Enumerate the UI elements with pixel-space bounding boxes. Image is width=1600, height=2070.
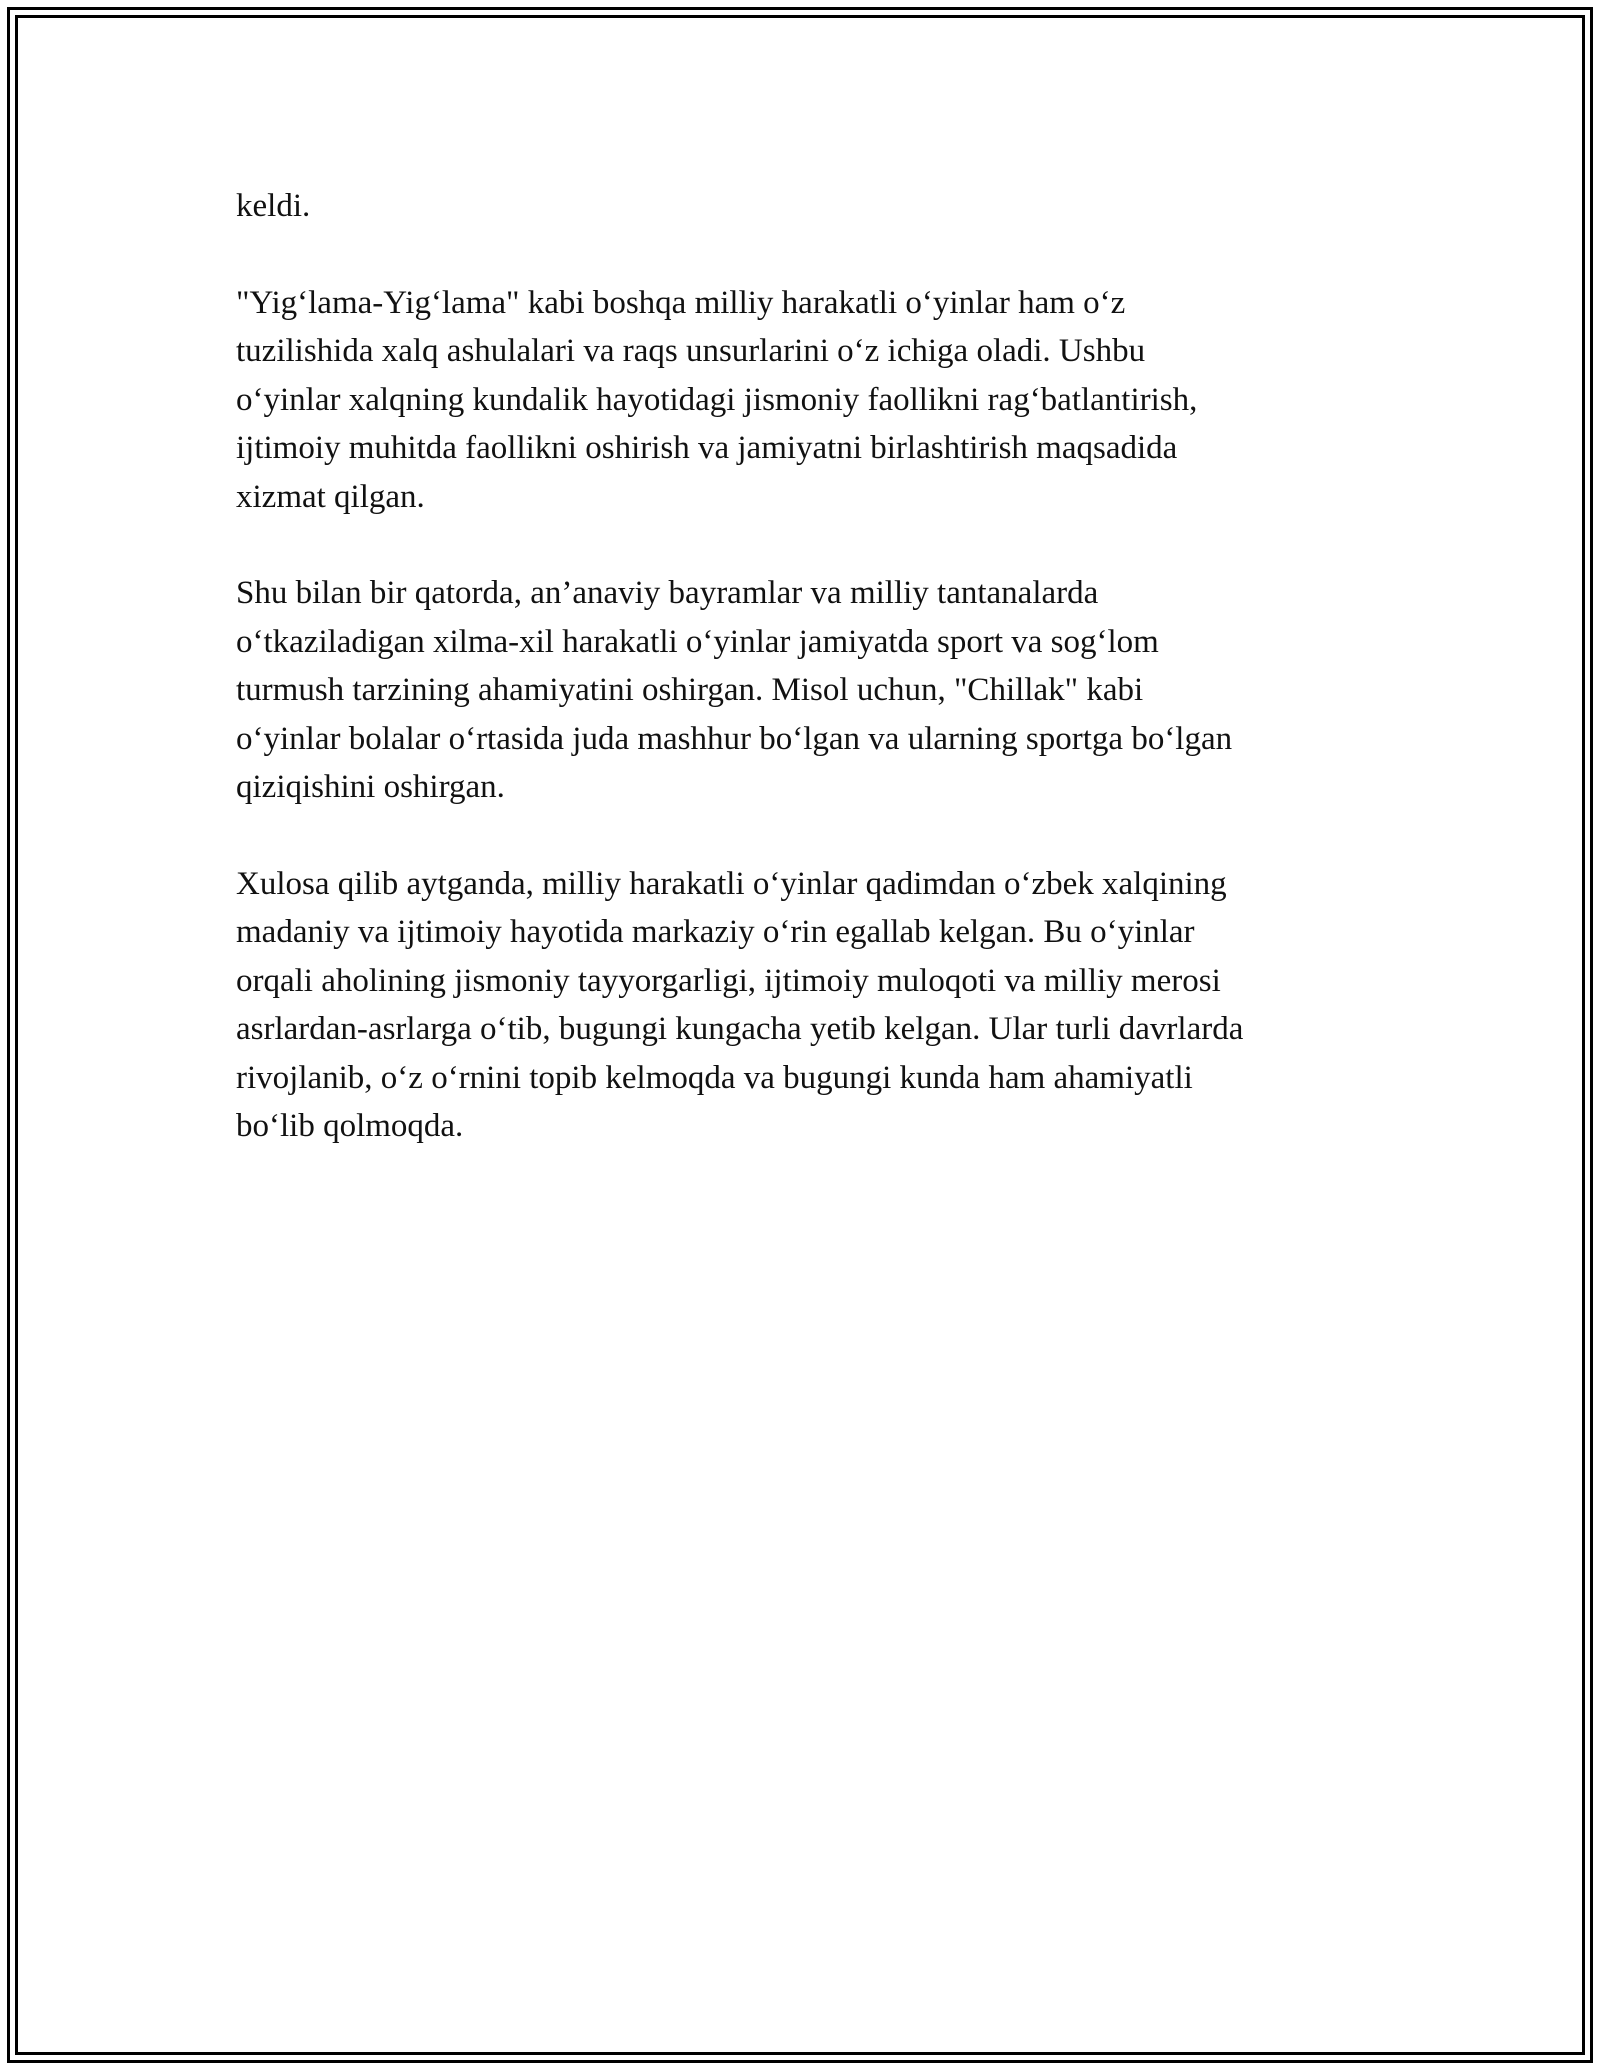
text-line: bo‘lib qolmoqda.	[236, 1108, 464, 1144]
text-line: madaniy va ijtimoiy hayotida markaziy o‘rin egallab kelgan. Bu o‘yinlar	[236, 914, 1195, 950]
text-line: o‘yinlar bolalar o‘rtasida juda mashhur bo‘lgan va ularning sportga bo‘lgan	[236, 720, 1233, 757]
paragraph-2	[236, 279, 1356, 522]
text-line: qiziqishini oshirgan.	[236, 769, 505, 805]
text-line: Shu bilan bir qatorda, an’anaviy bayramlar va milliy tantanalarda	[236, 575, 1099, 611]
document-body	[236, 182, 1356, 1199]
text-line: o‘tkaziladigan xilma-xil harakatli o‘yinlar jamiyatda sport va sog‘lom	[236, 623, 1159, 660]
paragraph-4	[236, 860, 1356, 1151]
text-line: orqali aholining jismoniy tayyorgarligi, ijtimoiy muloqoti va milliy merosi	[236, 962, 1221, 999]
text-line: "Yig‘lama-Yig‘lama" kabi boshqa milliy harakatli o‘yinlar ham o‘z	[236, 284, 1126, 321]
text-line: o‘yinlar xalqning kundalik hayotidagi jismoniy faollikni rag‘batlantirish,	[236, 381, 1198, 418]
text-line: rivojlanib, o‘z o‘rnini topib kelmoqda va bugungi kunda ham ahamiyatli	[236, 1059, 1193, 1096]
text-line: keldi.	[236, 188, 311, 224]
paragraph-1	[236, 182, 1356, 231]
paragraph-3	[236, 569, 1356, 812]
text-line: xizmat qilgan.	[236, 478, 425, 515]
text-line: Xulosa qilib aytganda, milliy harakatli o‘yinlar qadimdan o‘zbek xalqining	[236, 865, 1227, 902]
text-line: tuzilishida xalq ashulalari va raqs unsurlarini o‘z ichiga oladi. Ushbu	[236, 333, 1146, 369]
text-line: turmush tarzining ahamiyatini oshirgan. Misol uchun, "Chillak" kabi	[236, 672, 1144, 708]
text-line: ijtimoiy muhitda faollikni oshirish va jamiyatni birlashtirish maqsadida	[236, 430, 1178, 466]
text-line: asrlardan-asrlarga o‘tib, bugungi kungacha yetib kelgan. Ular turli davrlarda	[236, 1011, 1244, 1047]
